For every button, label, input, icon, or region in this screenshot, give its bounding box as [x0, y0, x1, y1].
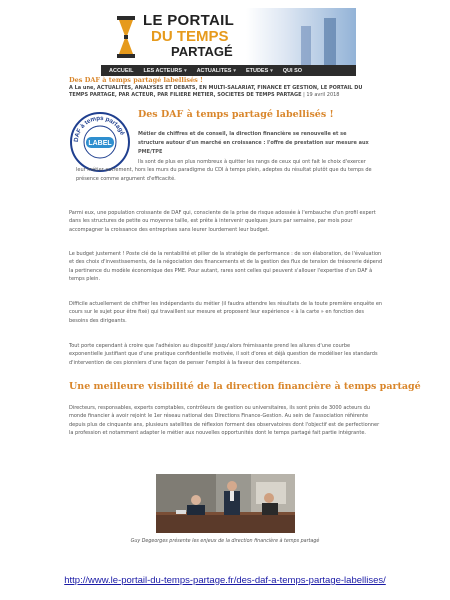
nav-label: LES ACTEURS — [143, 67, 183, 74]
site-banner[interactable] — [101, 8, 356, 65]
section-heading: Une meilleure visibilité de la direction financière à temps partagé — [69, 381, 421, 392]
nav-label: QUI SO — [282, 67, 303, 74]
chevron-down-icon: ▾ — [184, 67, 187, 74]
meta-categories[interactable]: ACTUALITES, ANALYSES ET DEBATS, EN MULTI-SALARIAT, FINANCE ET GESTION, LE PORTAIL DU TEMPS PARTAGE, PAR ACTEUR, PAR FILIERE METIER, SOCIETES DE TEMPS PARTAGE — [69, 85, 363, 99]
article-intro-paragraph: Ils sont de plus en plus nombreux à quitter les rangs de ceux qui ont fait le choix d'exercer leur métier autrement, hors les murs du paradigme du CDI à temps plein, adeptes du résultat plutôt que du temps de présence comme argument d'efficacité. — [76, 159, 372, 182]
nav-item-acteurs[interactable] — [143, 68, 196, 74]
nav-item-etudes[interactable] — [246, 68, 283, 74]
nav-item-accueil[interactable] — [109, 68, 143, 74]
logo-line-2: DU TEMPS — [151, 27, 229, 45]
logo-line-1: LE PORTAIL — [143, 12, 235, 29]
nav-item-actualites[interactable] — [197, 68, 246, 74]
logo-line-3: PARTAGÉ — [171, 43, 233, 59]
paragraph-2: Le budget justement ! Poste clé de la rentabilité et pilier de la stratégie de performance : de son élaboration, de l'évaluation et des choix d'investissements, de la négociation des financements et de la gestion des flux de tension de trésorerie dépend la pertinence du modèle économique des PME. Pour autant, rares sont celles qui peuvent s'allouer l'expertise d'un DAF à temps plein. — [69, 251, 383, 282]
site-header — [101, 8, 356, 76]
main-nav — [101, 65, 356, 76]
conference-photo — [156, 474, 295, 533]
photo-caption: Guy Degeorges présente les enjeux de la direction financière à temps partagé — [130, 539, 320, 544]
source-url-link[interactable]: http://www.le-portail-du-temps-partage.fr/des-daf-a-temps-partage-labellises/ — [64, 575, 386, 586]
paragraph-1: Parmi eux, une population croissante de DAF qui, consciente de la prise de risque adossée à l'embauche d'un profil expert dans les structures de petite ou moyenne taille, est prête à intervenir quelques jours par semaine, par mois pour accompagner la croissance des entreprises sans leurer lourdement leur budget. — [69, 210, 376, 233]
article-meta — [69, 85, 381, 100]
article-title: Des DAF à temps partagé labellisés ! — [138, 109, 334, 120]
page-title[interactable]: Des DAF à temps partagé labellisés ! — [69, 76, 203, 84]
article-lead — [69, 108, 381, 208]
hourglass-logo-icon — [115, 14, 137, 60]
nav-label: ETUDES — [245, 67, 269, 74]
site-logo-text — [143, 13, 234, 58]
paragraph-3: Difficile actuellement de chiffrer les indépendants du métier (il faudra attendre les résultats de la toute première enquête en cours sur le sujet pour être fixé) qui travaillent sur mesure et proposent leur expérience « à la carte » en fonction des besoins des dirigeants. — [69, 301, 383, 324]
conference-photo-illustration — [156, 474, 295, 533]
badge-label-text: LABEL — [88, 140, 112, 147]
chevron-down-icon: ▾ — [233, 67, 236, 74]
meta-date: | 19 avril 2018 — [303, 92, 340, 99]
nav-item-qui-sommes[interactable] — [283, 68, 312, 74]
meta-prefix[interactable]: A La une, — [69, 85, 96, 91]
paragraph-4: Tout porte cependant à croire que l'adhésion au dispositif jusqu'alors frémissante prend les allures d'une courbe exponentielle justifiant que d'une pratique confidentielle motivée, il soit d'ores et déjà question de modéliser les standards d'intervention de ces pionniers d'une façon de penser l'emploi à la faveur des compétences. — [69, 343, 378, 366]
nav-label: ACCUEIL — [109, 67, 134, 74]
nav-label: ACTUALITES — [196, 67, 232, 74]
paragraph-5: Directeurs, responsables, experts comptables, contrôleurs de gestion ou universitaires, ils sont près de 3000 acteurs du monde financier à avoir rejoint le 1er réseau national des Directions Finance-Gestion. Au sein de l'association référente depuis plus de cinquante ans, plusieurs satellites de réflexion forment des observatoires dont l'objectif est de perfectionner la profession et notamment adapter le métier aux nouvelles opportunités dont le temps partagé fait partie intégrante. — [69, 405, 380, 436]
article-header — [69, 76, 381, 100]
badge-ring-text: DAF à temps partagé — [72, 114, 126, 143]
skyline-image — [246, 8, 356, 65]
article-lead-text: Métier de chiffres et de conseil, la direction financière se renouvelle et se structure autour d'un marché en croissance : l'offre de prestation sur mesure aux PME/TPE — [138, 131, 369, 155]
chevron-down-icon: ▾ — [270, 67, 273, 74]
